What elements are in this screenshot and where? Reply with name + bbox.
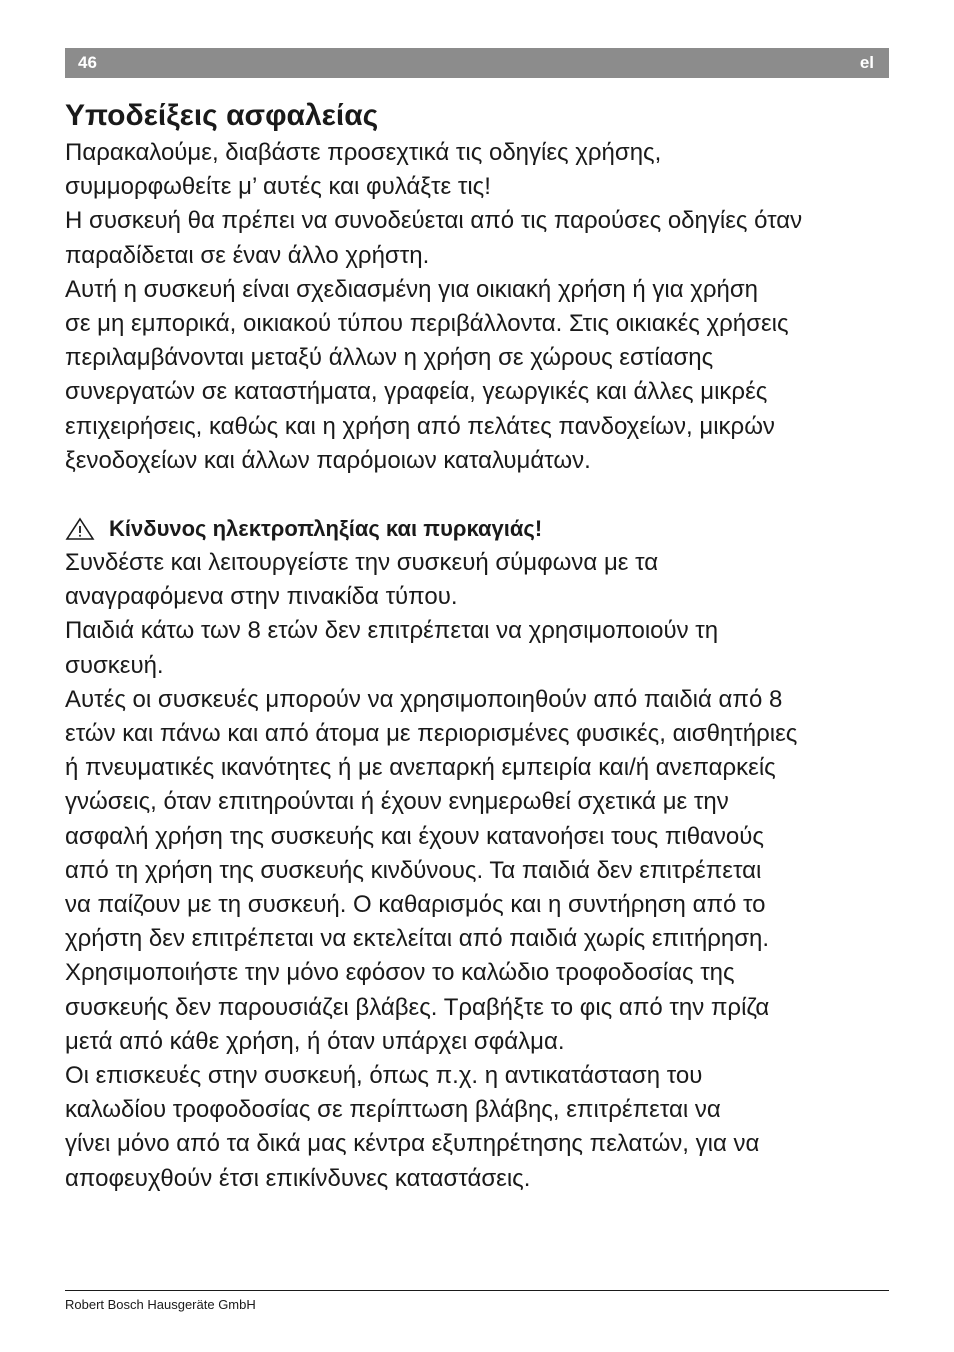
warning-paragraph-1: Συνδέστε και λειτουργείστε την συσκευή σύμφωνα με τα αναγραφόμενα στην πινακίδα τύπου. [65,549,659,611]
page-number: 46 [78,53,97,72]
warning-heading-text: Κίνδυνος ηλεκτροπληξίας και πυρκαγιάς! [109,516,543,542]
page-header-bar [65,48,889,78]
warning-heading [65,512,895,546]
warning-triangle-icon [65,517,95,541]
warning-paragraph-4: Χρησιμοποιήστε την μόνο εφόσον το καλώδιο τροφοδοσίας της συσκευής δεν παρουσιάζει βλάβες. Τραβήξτε το φις από την πρίζα μετά από κάθε χρήση, ή όταν υπάρχει σφάλμα. [65,959,770,1055]
footer-company: Robert Bosch Hausgeräte GmbH [65,1297,256,1312]
warning-paragraph-3: Αυτές οι συσκευές μπορούν να χρησιμοποιηθούν από παιδιά από 8 ετών και πάνω και από άτομα με περιορισμένες φυσικές, αισθητήριες ή πνευματικές ικανότητες ή με ανεπαρκή εμπειρία και/ή ανεπαρκείς γνώσεις, όταν επιτηρούνται ή έχουν ενημερωθεί σχετικά με την ασφαλή χρήση της συσκευής και έχουν κατανοήσει τους πιθανούς από τη χρήση της συσκευής κινδύνους. Τα παιδιά δεν επιτρέπεται να παίζουν με τη συσκευή. Ο καθαρισμός και η συντήρηση από το χρήστη δεν επιτρέπεται να εκτελείται από παιδιά χωρίς επιτήρηση. [65,685,798,953]
warning-paragraph-2: Παιδιά κάτω των 8 ετών δεν επιτρέπεται να χρησιμοποιούν τη συσκευή. [65,617,719,679]
footer-divider [65,1290,889,1291]
language-code: el [859,53,874,72]
warning-paragraph-5: Οι επισκευές στην συσκευή, όπως π.χ. η αντικατάσταση του καλωδίου τροφοδοσίας σε περίπτωση βλάβης, επιτρέπεται να γίνει μόνο από τα δικά μας κέντρα εξυπηρέτησης πελατών, για να αποφευχθούν έτσι επικίνδυνες καταστάσεις. [65,1062,760,1192]
intro-paragraph-3: Αυτή η συσκευή είναι σχεδιασμένη για οικιακή χρήση ή για χρήση σε μη εμπορικά, οικιακού τύπου περιβάλλοντα. Στις οικιακές χρήσεις περιλαμβάνονται μεταξύ άλλων η χρήση σε χώρους εστίασης συνεργατών σε καταστήματα, γραφεία, γεωργικές και άλλες μικρές επιχειρήσεις, καθώς και η χρήση από πελάτες πανδοχείων, μικρών ξενοδοχείων και άλλων παρόμοιων καταλυμάτων. [65,275,789,474]
intro-paragraph-1: Παρακαλούμε, διαβάστε προσεχτικά τις οδηγίες χρήσης, συμμορφωθείτε μ’ αυτές και φυλάξτε τις! [65,139,662,201]
page-title: Υποδείξεις ασφαλείας [65,99,379,132]
main-content [65,96,895,1196]
intro-paragraph-2: Η συσκευή θα πρέπει να συνοδεύεται από τις παρούσες οδηγίες όταν παραδίδεται σε έναν άλλο χρήστη. [65,207,803,269]
